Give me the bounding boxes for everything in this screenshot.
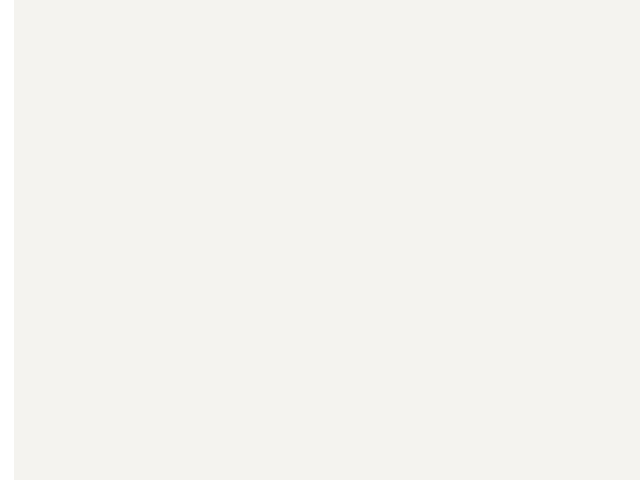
spiral-binding bbox=[0, 0, 14, 480]
